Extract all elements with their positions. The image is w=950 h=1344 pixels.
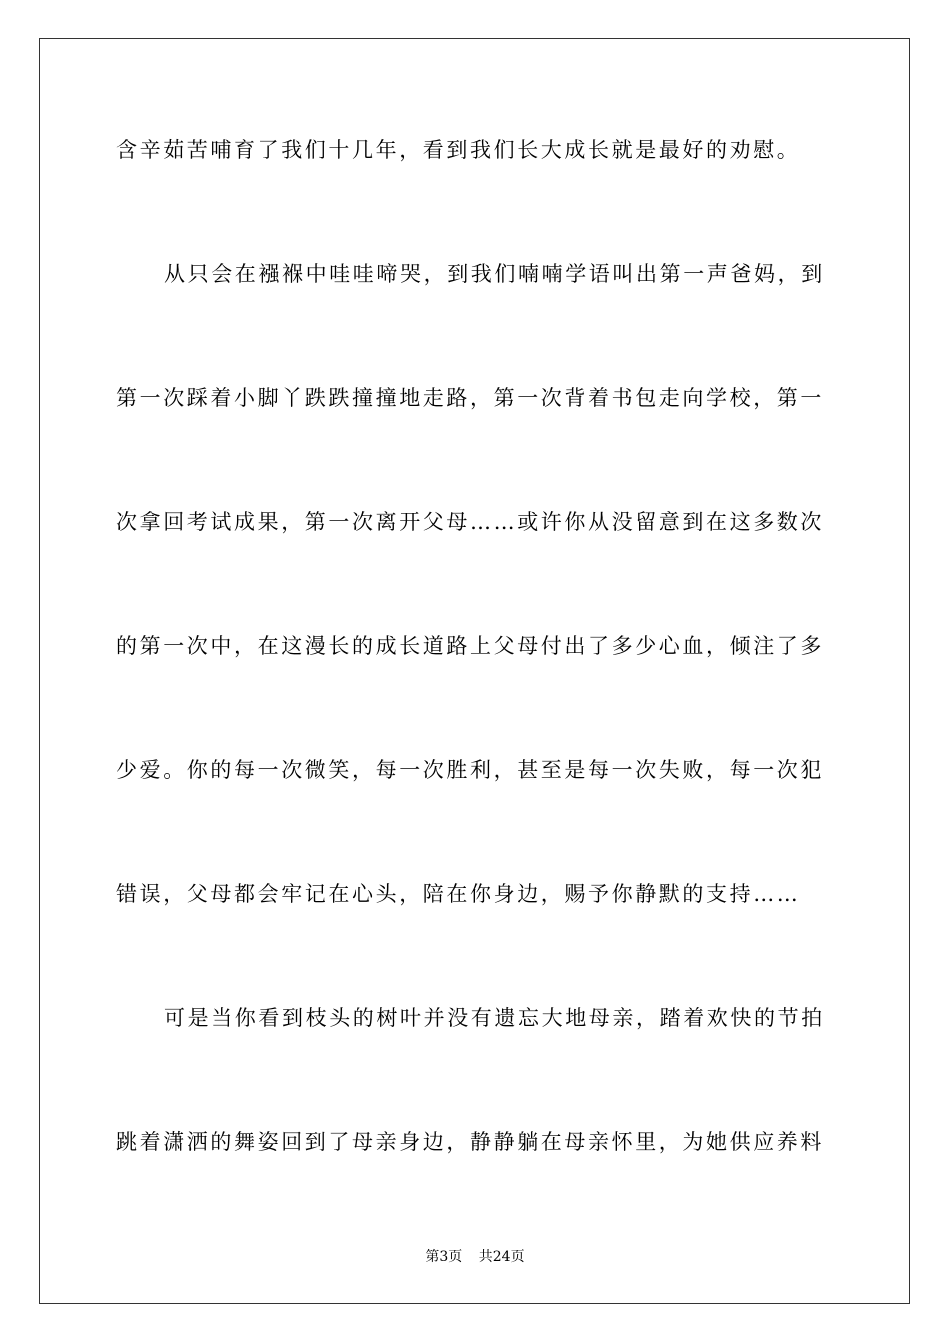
page-border <box>39 38 910 1304</box>
text-line-5: 的第一次中，在这漫长的成长道路上父母付出了多少心血，倾注了多 <box>116 634 824 658</box>
text-line-2: 从只会在襁褓中哇哇啼哭，到我们喃喃学语叫出第一声爸妈，到 <box>164 262 825 286</box>
page-footer <box>0 1247 950 1267</box>
text-line-3: 第一次踩着小脚丫跌跌撞撞地走路，第一次背着书包走向学校，第一 <box>116 386 824 410</box>
text-line-6: 少爱。你的每一次微笑，每一次胜利，甚至是每一次失败，每一次犯 <box>116 758 824 782</box>
total-pages: 共24页 <box>478 1249 525 1265</box>
text-line-8: 可是当你看到枝头的树叶并没有遗忘大地母亲，踏着欢快的节拍 <box>164 1006 825 1030</box>
text-line-7: 错误，父母都会牢记在心头，陪在你身边，赐予你静默的支持…… <box>116 882 801 906</box>
text-line-4: 次拿回考试成果，第一次离开父母……或许你从没留意到在这多数次 <box>116 510 824 534</box>
page-number: 第3页 <box>425 1249 463 1265</box>
text-line-9: 跳着潇洒的舞姿回到了母亲身边，静静躺在母亲怀里，为她供应养料 <box>116 1130 824 1154</box>
text-line-1: 含辛茹苦哺育了我们十几年，看到我们长大成长就是最好的劝慰。 <box>116 138 801 162</box>
